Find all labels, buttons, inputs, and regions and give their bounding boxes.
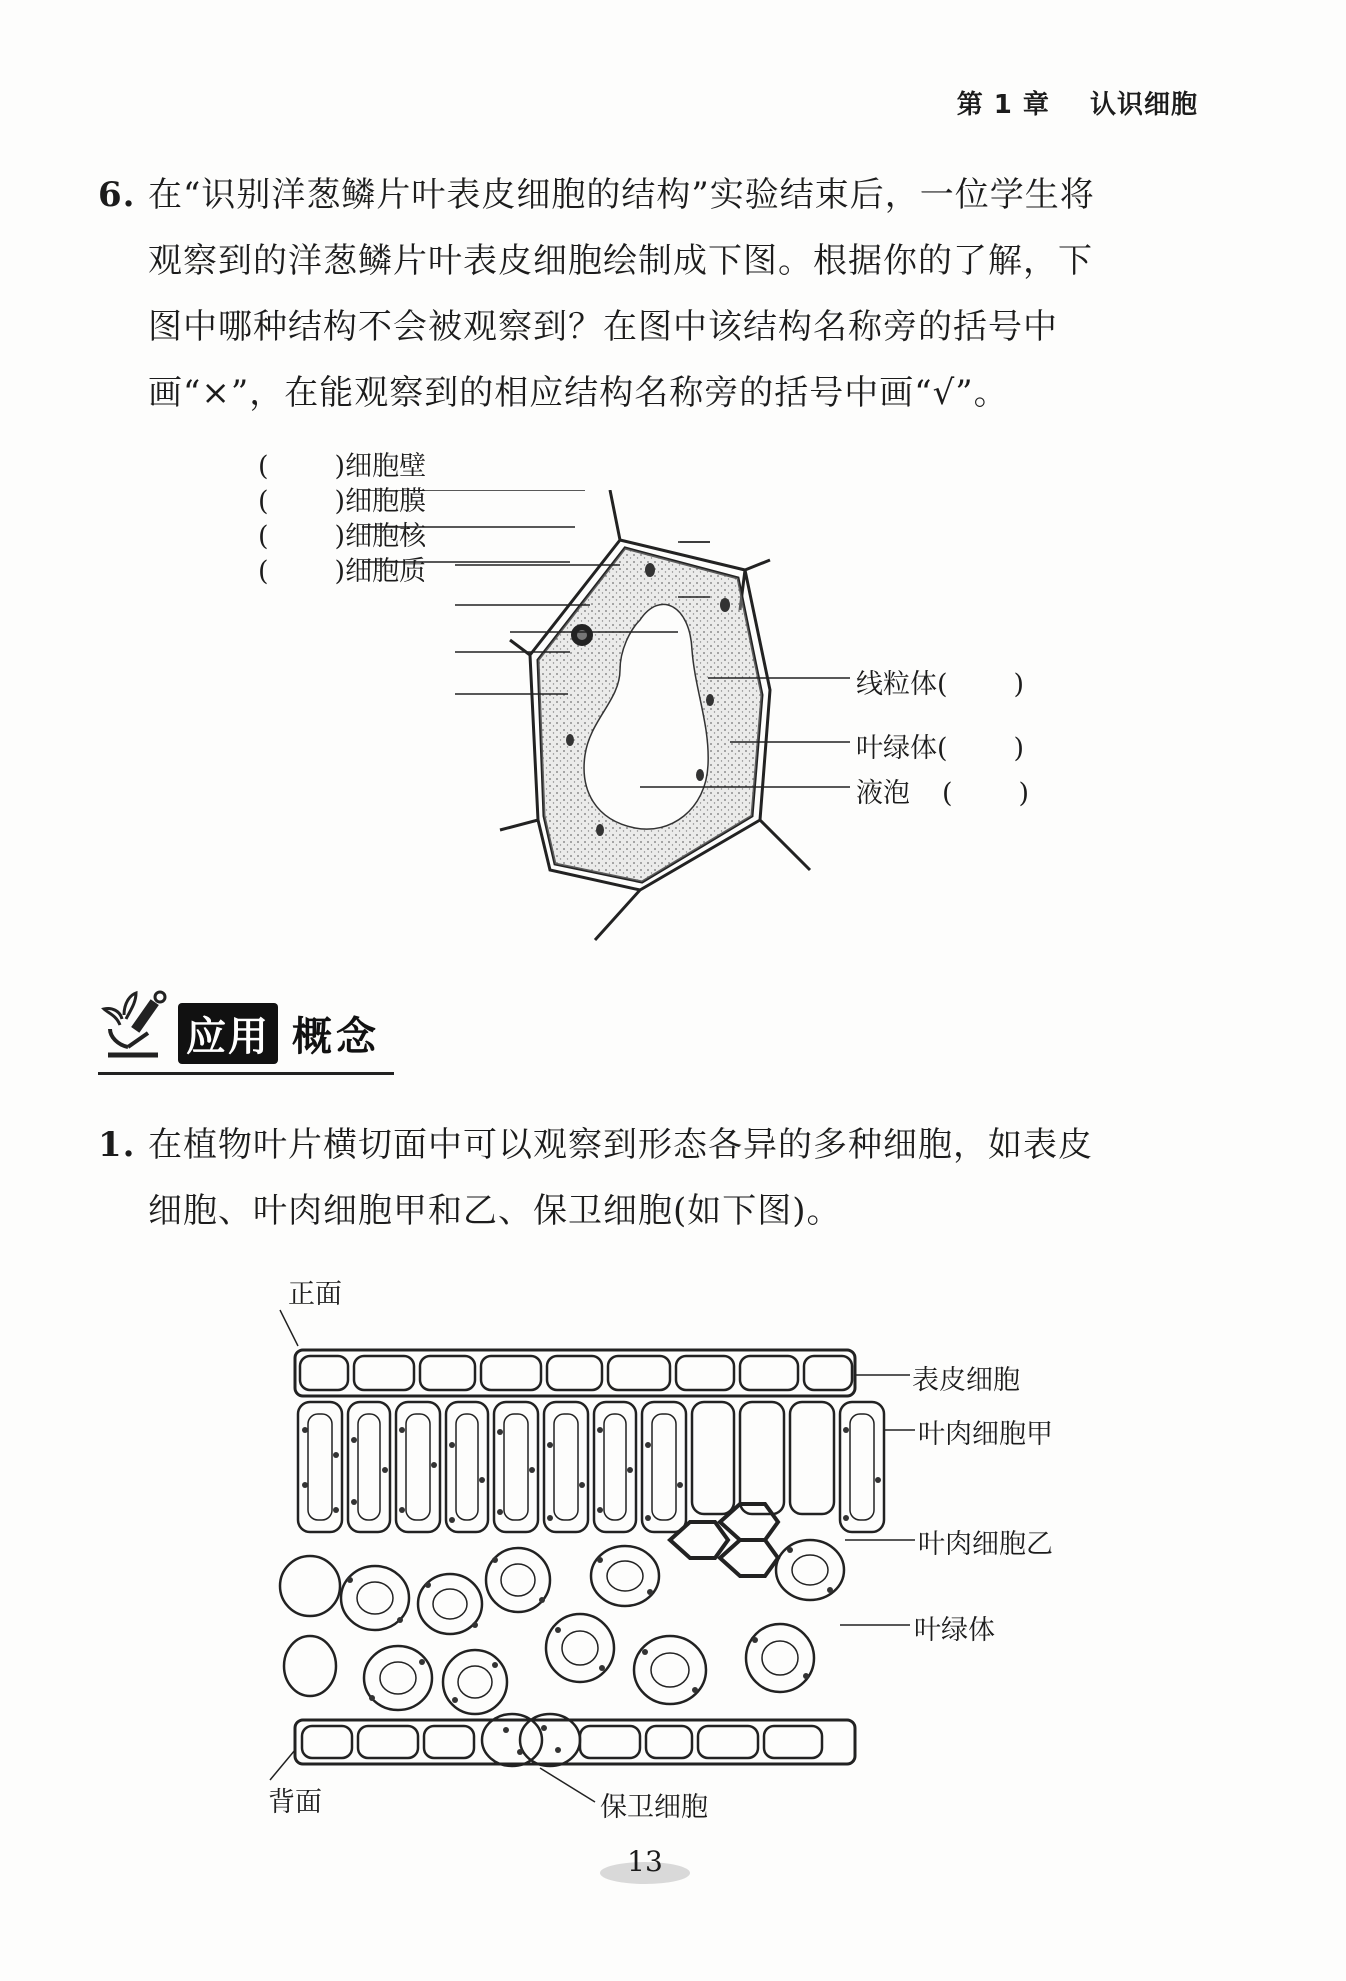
question-line: 细胞、叶肉细胞甲和乙、保卫细胞(如下图)。 (148, 1191, 842, 1231)
upper-surface-label: 正面 (288, 1279, 342, 1310)
vacuole-label: 液泡 ( ) (856, 778, 1030, 809)
question-number: 1. (98, 1125, 136, 1165)
leaf-cross-section-figure (250, 1279, 1100, 1823)
question-1 (98, 1112, 1208, 1244)
cytoplasm-label: ( )细胞质 (258, 556, 427, 587)
question-line: 画“×”，在能观察到的相应结构名称旁的括号中画“√”。 (148, 373, 1009, 413)
mesophyll-b-label: 叶肉细胞乙 (918, 1529, 1053, 1560)
question-line: 观察到的洋葱鳞片叶表皮细胞绘制成下图。根据你的了解，下 (148, 241, 1093, 281)
section-underline (98, 1072, 394, 1075)
question-line: 图中哪种结构不会被观察到？在图中该结构名称旁的括号中 (148, 307, 1058, 347)
section-highlight: 应用 (178, 1003, 278, 1064)
chloroplast-label: 叶绿体( ) (856, 733, 1025, 764)
chloroplast-label: 叶绿体 (914, 1615, 995, 1646)
mesophyll-a-label: 叶肉细胞甲 (918, 1419, 1053, 1450)
epidermis-label: 表皮细胞 (912, 1365, 1020, 1396)
mitochondria-label: 线粒体( ) (856, 669, 1025, 700)
guard-cell-label: 保卫细胞 (600, 1792, 708, 1823)
chapter-number: 第 1 章 (956, 90, 1050, 120)
lower-surface-label: 背面 (268, 1787, 322, 1818)
section-header-apply-concepts (98, 985, 394, 1075)
cell-membrane-label: ( )细胞膜 (258, 486, 427, 517)
question-line: 在“识别洋葱鳞片叶表皮细胞的结构”实验结束后，一位学生将 (148, 175, 1095, 215)
section-title-rest: 概念 (292, 1014, 380, 1060)
chapter-title: 认识细胞 (1089, 90, 1198, 120)
question-number: 6. (98, 175, 136, 215)
page-number: 13 (600, 1842, 690, 1882)
nucleus-label: ( )细胞核 (258, 521, 427, 552)
question-line: 在植物叶片横切面中可以观察到形态各异的多种细胞，如表皮 (148, 1125, 1093, 1165)
microscope-plant-icon (98, 985, 178, 1065)
cell-wall-label: ( )细胞壁 (258, 451, 427, 482)
